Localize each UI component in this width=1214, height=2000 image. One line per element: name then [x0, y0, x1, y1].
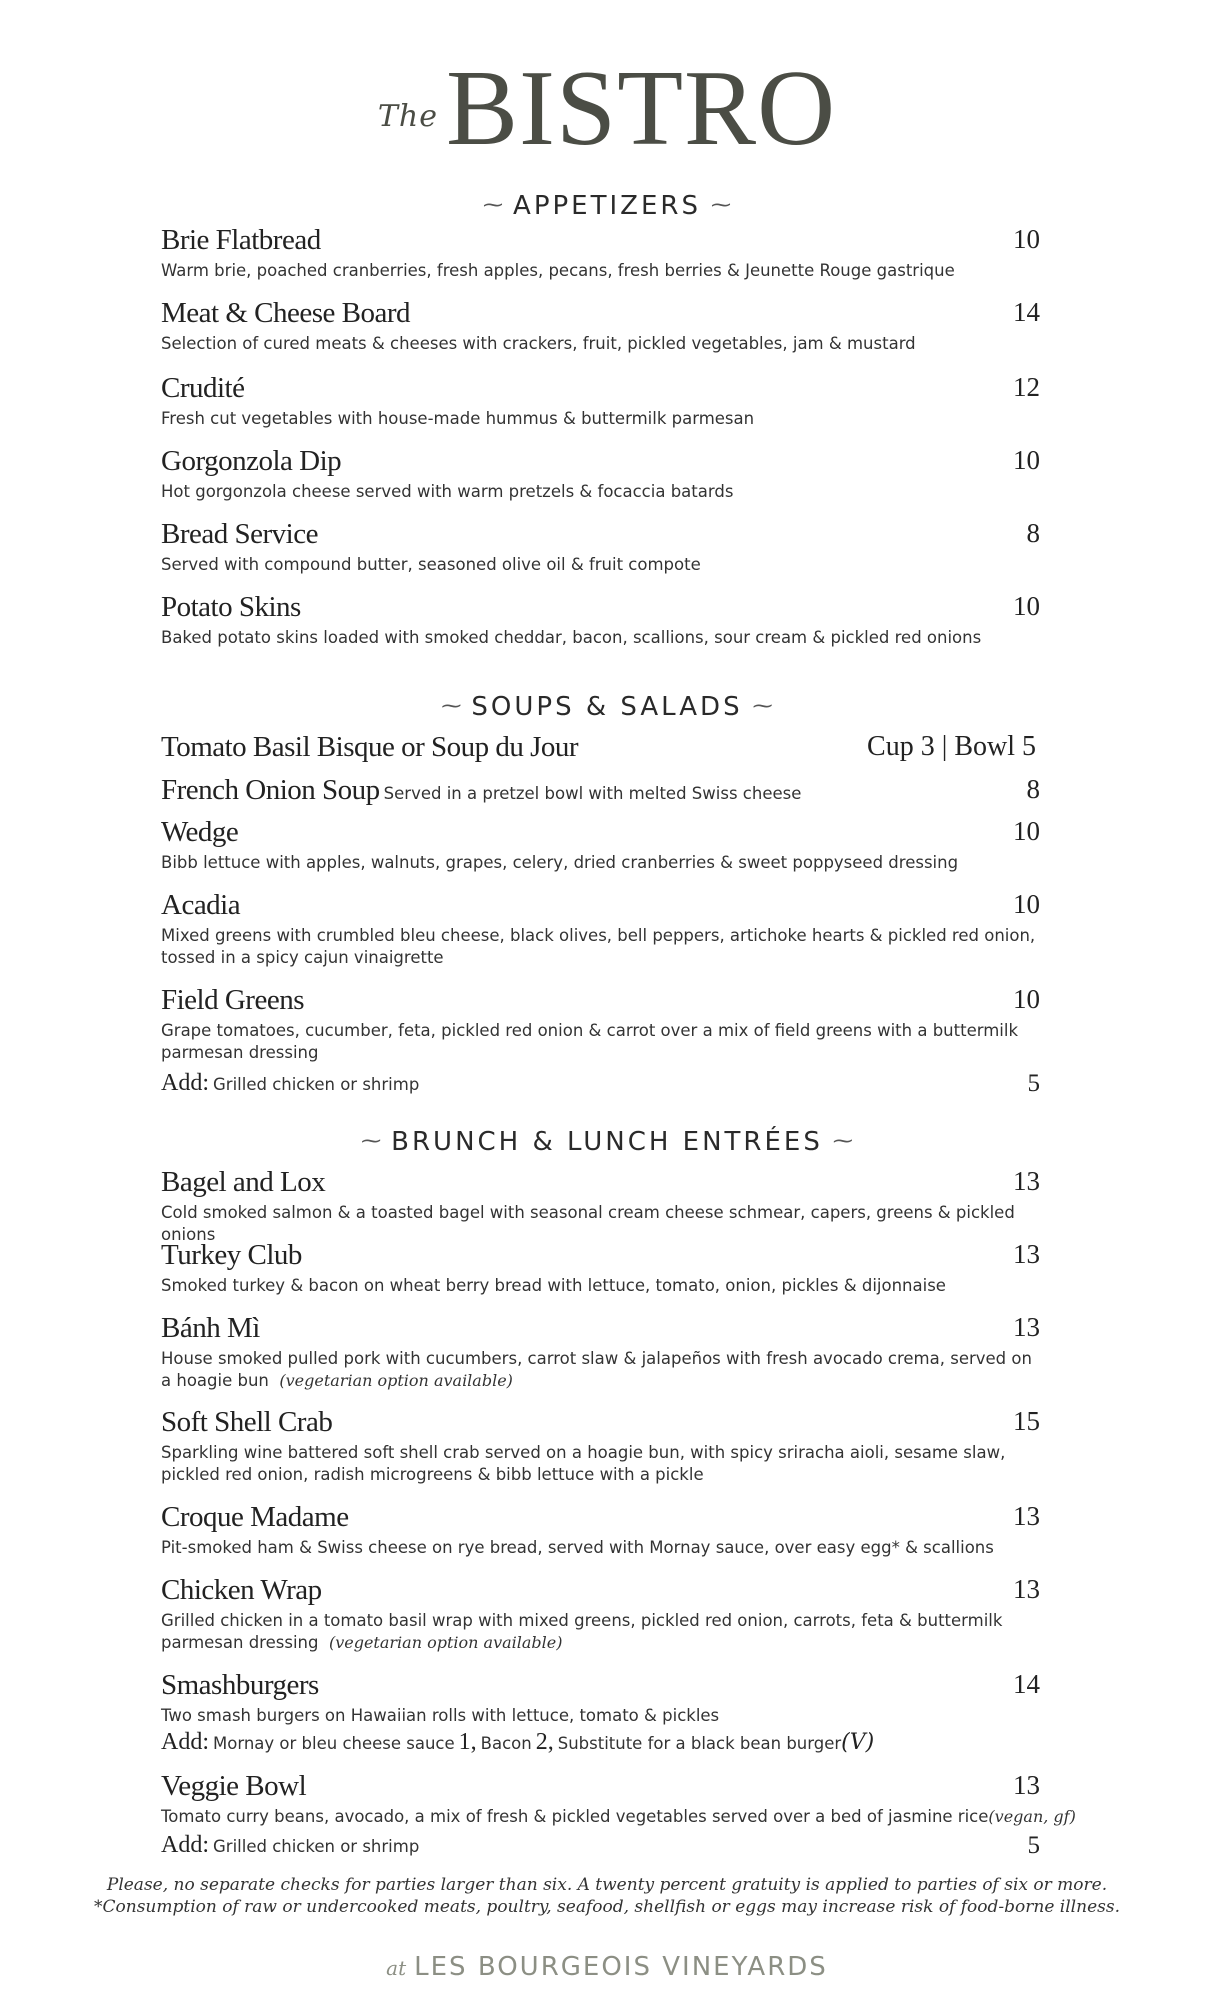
item-price: 15: [1013, 1406, 1040, 1436]
item-description: Hot gorgonzola cheese served with warm pretzels & focaccia batards: [161, 482, 734, 501]
item-name: Turkey Club: [161, 1239, 302, 1271]
gratuity-note: Please, no separate checks for parties larger than six. A twenty percent gratuity is applied to parties of six or more.: [106, 1875, 1108, 1895]
item-price: Cup 3 | Bowl 5: [867, 731, 1036, 762]
item-note: (vegetarian option available): [279, 1371, 513, 1390]
item-price: 14: [1013, 1669, 1040, 1699]
add-label: Add:: [161, 1729, 209, 1755]
item-description: Sparkling wine battered soft shell crab served on a hoagie bun, with spicy sriracha aioli, sesame slaw, pickled red onion, radish microgreens & bibb lettuce with a pickle: [161, 1443, 1006, 1484]
ornament-right-icon: ⁓: [752, 693, 773, 717]
ornament-left-icon: ⁓: [483, 192, 504, 216]
item-name: Tomato Basil Bisque or Soup du Jour: [161, 731, 579, 763]
menu-item: [161, 372, 1046, 430]
item-name: Smashburgers: [161, 1669, 319, 1701]
item-name: Brie Flatbread: [161, 224, 321, 256]
item-price: 13: [1013, 1312, 1040, 1342]
section-title: SOUPS & SALADS: [471, 692, 743, 722]
section-appetizers-heading: [0, 191, 1214, 221]
item-price: 13: [1013, 1501, 1040, 1531]
menu-item: [161, 1239, 1046, 1297]
ornament-right-icon: ⁓: [832, 1128, 853, 1152]
item-description: Warm brie, poached cranberries, fresh apples, pecans, fresh berries & Jeunette Rouge gastrique: [161, 261, 955, 280]
ornament-right-icon: ⁓: [710, 192, 731, 216]
section-soups-heading: [0, 692, 1214, 722]
menu-item: [161, 1770, 1076, 1860]
add-text: Grilled chicken or shrimp: [213, 1837, 420, 1856]
ornament-left-icon: ⁓: [361, 1128, 382, 1152]
bistro-logo: [0, 49, 1214, 168]
item-description: Smoked turkey & bacon on wheat berry bread with lettuce, tomato, onion, pickles & dijonnaise: [161, 1276, 946, 1295]
logo-name: BISTRO: [446, 49, 837, 168]
menu-item: [161, 774, 1046, 808]
menu-item: [161, 1166, 1046, 1246]
item-name: Meat & Cheese Board: [161, 297, 411, 329]
add-label: Add:: [161, 1070, 209, 1096]
add-label: Add:: [161, 1832, 209, 1858]
item-price: 10: [1013, 591, 1040, 621]
item-price: 10: [1013, 984, 1040, 1014]
item-price: 10: [1013, 889, 1040, 919]
menu-item: [161, 816, 1046, 874]
item-description: Two smash burgers on Hawaiian rolls with lettuce, tomato & pickles: [161, 1706, 720, 1725]
item-name: Veggie Bowl: [161, 1770, 307, 1802]
item-description: Pit-smoked ham & Swiss cheese on rye bread, served with Mornay sauce, over easy egg* & scallions: [161, 1538, 994, 1557]
item-description: Fresh cut vegetables with house-made hummus & buttermilk parmesan: [161, 409, 755, 428]
section-title: APPETIZERS: [513, 191, 701, 221]
menu-item: [161, 518, 1046, 576]
item-price: 10: [1013, 445, 1040, 475]
health-disclaimer: *Consumption of raw or undercooked meats, poultry, seafood, shellfish or eggs may increase risk of food-borne illness.: [94, 1897, 1120, 1917]
item-name: Soft Shell Crab: [161, 1406, 333, 1438]
add-option: Substitute for a black bean burger: [557, 1734, 842, 1753]
footer-at: at: [386, 1956, 407, 1980]
add-option-price: 2,: [535, 1729, 554, 1755]
item-price: 14: [1013, 297, 1040, 327]
menu-item: [161, 889, 1046, 969]
item-name: French Onion Soup: [161, 774, 380, 806]
item-price: 8: [1026, 774, 1040, 804]
item-description-text: Tomato curry beans, avocado, a mix of fresh & pickled vegetables served over a bed of jasmine rice: [161, 1807, 989, 1826]
item-description: Served in a pretzel bowl with melted Swiss cheese: [383, 784, 802, 803]
add-on-row: [161, 1070, 1046, 1098]
add-price: 5: [1027, 1832, 1040, 1859]
menu-item: [161, 1669, 1046, 1757]
item-description: Grape tomatoes, cucumber, feta, pickled red onion & carrot over a mix of field greens with a buttermilk parmesan dressing: [161, 1021, 1019, 1062]
item-description-text: House smoked pulled pork with cucumbers, carrot slaw & jalapeños with fresh avocado crema, served on a hoagie bun: [161, 1349, 1032, 1390]
item-description-text: Grilled chicken in a tomato basil wrap with mixed greens, pickled red onion, carrots, feta & buttermilk parmesan dressing: [161, 1611, 1003, 1652]
item-price: 13: [1013, 1239, 1040, 1269]
item-name: Bánh Mì: [161, 1312, 260, 1344]
add-price: 5: [1027, 1070, 1040, 1097]
item-note: (vegetarian option available): [328, 1633, 563, 1652]
add-text: Grilled chicken or shrimp: [213, 1075, 420, 1094]
menu-item: [161, 1312, 1046, 1392]
item-description: [161, 1806, 1076, 1828]
section-title: BRUNCH & LUNCH ENTRÉES: [391, 1127, 823, 1157]
item-name: Acadia: [161, 889, 241, 921]
item-description: Baked potato skins loaded with smoked cheddar, bacon, scallions, sour cream & pickled red onions: [161, 628, 982, 647]
item-name: Potato Skins: [161, 591, 301, 623]
footer-name: LES BOURGEOIS VINEYARDS: [414, 1952, 828, 1982]
menu-item: [161, 731, 1046, 765]
item-price: 13: [1013, 1574, 1040, 1604]
menu-item: [161, 224, 1046, 282]
menu-item: [161, 1501, 1046, 1559]
menu-item: [161, 984, 1046, 1098]
item-price: 8: [1026, 518, 1040, 548]
add-option-price: 1,: [458, 1729, 477, 1755]
ornament-left-icon: ⁓: [441, 693, 462, 717]
menu-item: [161, 591, 1046, 649]
item-price: 13: [1013, 1166, 1040, 1196]
item-price: 10: [1013, 816, 1040, 846]
item-description: Served with compound butter, seasoned olive oil & fruit compote: [161, 555, 701, 574]
menu-item: [161, 297, 1046, 355]
item-name: Crudité: [161, 372, 245, 404]
menu-item: [161, 1574, 1046, 1654]
menu-item: [161, 1406, 1046, 1486]
item-name: Gorgonzola Dip: [161, 445, 342, 477]
item-price: 10: [1013, 224, 1040, 254]
menu-item: [161, 445, 1046, 503]
vineyard-footer: [0, 1952, 1214, 1982]
item-description: Cold smoked salmon & a toasted bagel with seasonal cream cheese schmear, capers, greens & pickled onions: [161, 1203, 1015, 1244]
item-price: 13: [1013, 1770, 1040, 1800]
add-option: Mornay or bleu cheese sauce: [213, 1734, 455, 1753]
add-on-row: [161, 1729, 1046, 1757]
section-entrees-heading: [0, 1127, 1214, 1157]
item-price: 12: [1013, 372, 1040, 402]
item-name: Bagel and Lox: [161, 1166, 326, 1198]
item-name: Wedge: [161, 816, 239, 848]
item-name: Field Greens: [161, 984, 304, 1016]
item-description: [161, 1610, 1046, 1654]
logo-the: The: [377, 99, 438, 134]
item-name: Croque Madame: [161, 1501, 349, 1533]
vegetarian-mark: (V): [841, 1730, 875, 1755]
item-note: (vegan, gf): [988, 1807, 1076, 1826]
item-name: Chicken Wrap: [161, 1574, 322, 1606]
item-description: [161, 1348, 1046, 1392]
item-description: Mixed greens with crumbled bleu cheese, black olives, bell peppers, artichoke hearts & pickled red onion, tossed in a spicy cajun vinaigrette: [161, 926, 1036, 967]
item-name: Bread Service: [161, 518, 318, 550]
item-description: Bibb lettuce with apples, walnuts, grapes, celery, dried cranberries & sweet poppyseed dressing: [161, 853, 959, 872]
add-option: Bacon: [480, 1734, 532, 1753]
item-description: Selection of cured meats & cheeses with crackers, fruit, pickled vegetables, jam & mustard: [161, 334, 916, 353]
add-on-row: [161, 1832, 1046, 1860]
